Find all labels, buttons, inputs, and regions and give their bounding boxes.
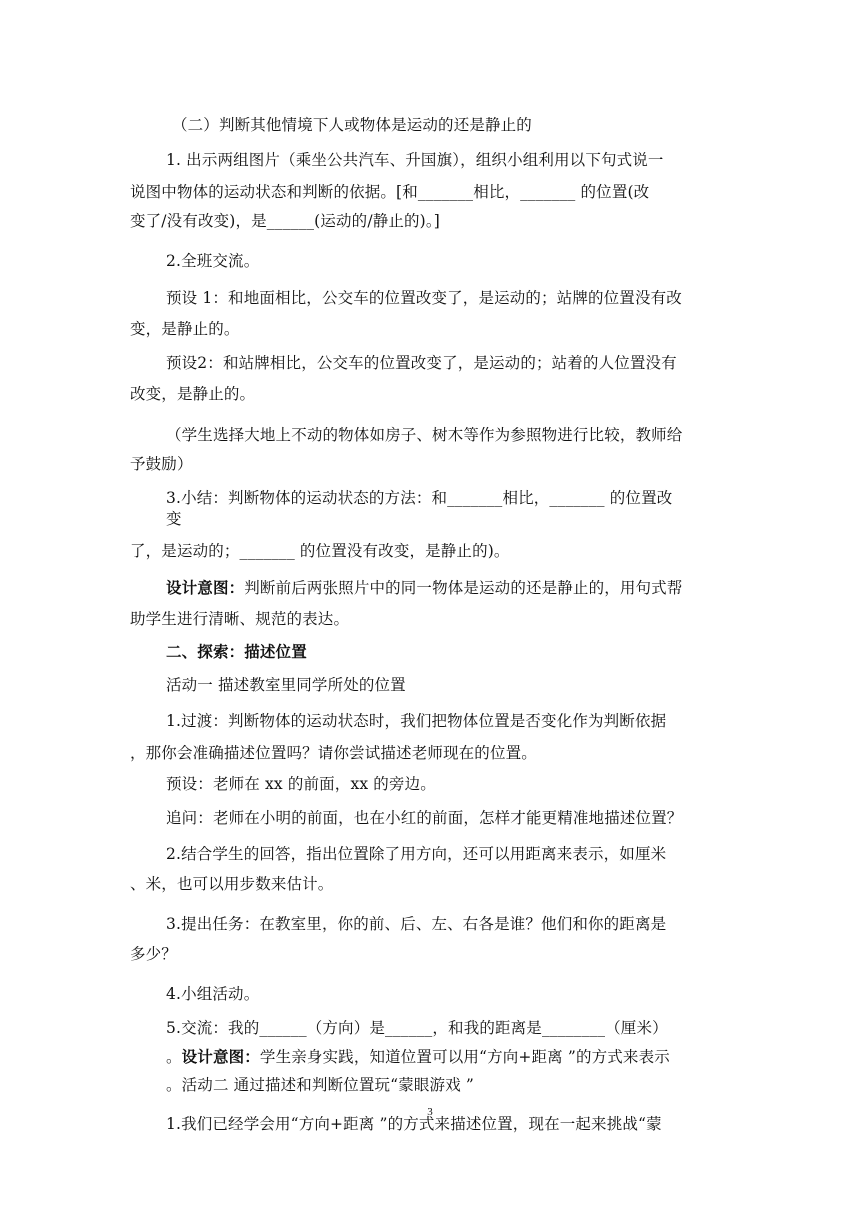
- section-heading-2: （二）判断其他情境下人或物体是运动的还是静止的: [172, 116, 532, 134]
- paragraph-line: 预设2：和站牌相比，公交车的位置改变了，是运动的；站着的人位置没有: [166, 354, 677, 372]
- paragraph-line: 了，是运动的；_______ 的位置没有改变，是静止的)。: [130, 542, 510, 560]
- paragraph-line: 2.全班交流。: [166, 252, 260, 270]
- paragraph-line: 助学生进行清晰、规范的表达。: [130, 610, 350, 628]
- paragraph-line: 2.结合学生的回答，指出位置除了用方向，还可以用距离来表示，如厘米: [166, 845, 667, 863]
- design-intent-label: 设计意图：: [166, 578, 245, 597]
- paragraph-line: 3.提出任务：在教室里，你的前、后、左、右各是谁？他们和你的距离是: [166, 915, 667, 933]
- paragraph-line: 变，是静止的。: [130, 320, 240, 338]
- paragraph-line: 3.小结：判断物体的运动状态的方法：和_______相比，_______ 的位置改: [166, 489, 673, 507]
- design-intent-text: 判断前后两张照片中的同一物体是运动的还是静止的，用句式帮: [244, 579, 683, 597]
- activity-heading: 活动一 描述教室里同学所处的位置: [166, 676, 406, 694]
- paragraph-line: 、米，也可以用步数来估计。: [130, 875, 334, 893]
- page-number: 3: [427, 1106, 433, 1118]
- design-intent-label: 设计意图：: [181, 1047, 260, 1066]
- paragraph-line: ，那你会准确描述位置吗？请你尝试描述老师现在的位置。: [130, 744, 537, 762]
- paragraph-line: 1.过渡：判断物体的运动状态时，我们把物体位置是否变化作为判断依据: [166, 712, 667, 730]
- paragraph-line: 预设：老师在 xx 的前面，xx 的旁边。: [166, 775, 436, 793]
- paragraph-line: 予鼓励）: [130, 455, 193, 473]
- paragraph-line: 。设计意图：学生亲身实践，知道位置可以用“方向+距离 ”的方式来表示: [166, 1047, 670, 1066]
- paragraph-line: 1. 出示两组图片（乘坐公共汽车、升国旗），组织小组利用以下句式说一: [166, 151, 664, 169]
- design-intent-text: 学生亲身实践，知道位置可以用“方向+距离 ”的方式来表示: [259, 1048, 670, 1066]
- paragraph-line: 多少？: [130, 945, 177, 963]
- paragraph-line: 改变，是静止的。: [130, 385, 256, 403]
- paragraph-line: 4.小组活动。: [166, 985, 260, 1003]
- section-heading: 二、探索：描述位置: [166, 642, 307, 661]
- paragraph-line: 说图中物体的运动状态和判断的依据。[和_______相比，_______ 的位置(改: [130, 183, 650, 201]
- paragraph-line: 。活动二 通过描述和判断位置玩“蒙眼游戏 ”: [166, 1076, 475, 1094]
- paragraph-line: [166, 577, 682, 599]
- paragraph-line: 1.我们已经学会用“方向+距离 ”的方式来描述位置，现在一起来挑战“蒙: [166, 1115, 662, 1133]
- paragraph-line: 变了/没有改变)，是______(运动的/静止的)。]: [130, 212, 440, 230]
- paragraph-line: （学生选择大地上不动的物体如房子、树木等作为参照物进行比较，教师给: [166, 426, 683, 444]
- paragraph-line: 预设 1：和地面相比，公交车的位置改变了，是运动的；站牌的位置没有改: [166, 289, 682, 307]
- paragraph-line: 5.交流：我的______（方向）是______，和我的距离是________（厘米）: [166, 1019, 668, 1037]
- paragraph-line: 变: [166, 510, 182, 528]
- paragraph-line: 追问：老师在小明的前面，也在小红的前面，怎样才能更精准地描述位置？: [166, 809, 683, 827]
